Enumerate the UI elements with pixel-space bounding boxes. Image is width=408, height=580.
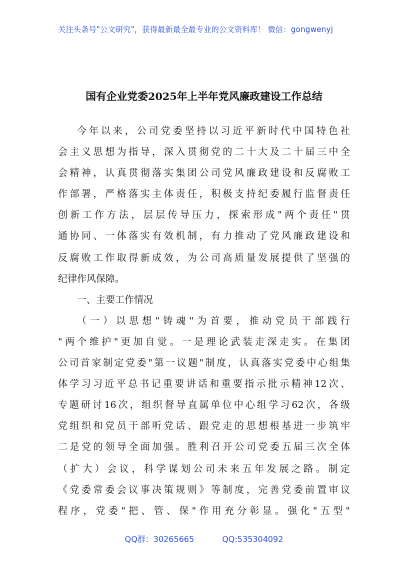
- text-line: 会主义思想为指导，深入贯彻党的二十大及二十届三中全: [58, 147, 350, 159]
- paragraph-intro: [58, 121, 350, 290]
- text-line: 《党委常委会议事决策规则》等制度，完善党委前置审议: [58, 484, 350, 496]
- footer-contact: [0, 534, 408, 545]
- text-line: 通协同、一体落实有效机制，有力推动了党风廉政建设和: [58, 231, 350, 243]
- document-title: 国有企业党委2025年上半年党风廉政建设工作总结: [85, 91, 323, 103]
- text-line: 二是党的领导全面加强。胜利召开公司党委五届三次全体: [58, 442, 350, 454]
- header-promo-text: 关注头条号"公文研究"，获得最新最全最专业的公文资料库！ 微信：gongwenyj: [58, 25, 334, 34]
- text-line: 纪律作风保障。: [58, 273, 125, 285]
- text-line: 反腐败工作取得新成效，为公司高质量发展提供了坚强的: [58, 252, 350, 264]
- text-line: （扩大）会议，科学谋划公司未来五年发展之路。制定: [58, 463, 350, 475]
- text-line: 程序，党委"把、管、保"作用充分彰显。强化"五型": [58, 505, 350, 517]
- text-line: 一、主要工作情况: [77, 294, 154, 306]
- section-heading: [58, 290, 350, 311]
- document-body: [58, 121, 350, 522]
- text-line: （一）以思想"铸魂"为首要，推动党员干部践行: [77, 315, 350, 327]
- text-line: 体学习习近平总书记重要讲话和重要指示批示精神12次、: [58, 379, 350, 391]
- text-line: 党组织和党员干部听党话、跟党走的思想根基进一步筑牢: [58, 421, 350, 433]
- text-line: "两个维护"更加自觉。一是理论武装走深走实。在集团: [58, 336, 350, 348]
- footer-qq-group: QQ群：30265665: [124, 535, 195, 544]
- text-line: 会精神，认真贯彻落实集团公司党风廉政建设和反腐败工: [58, 168, 350, 180]
- footer-qq: QQ:535304092: [222, 535, 284, 544]
- text-line: 专题研讨16次，组织督导直属单位中心组学习62次，各级: [58, 400, 350, 412]
- text-line: 今年以来，公司党委坚持以习近平新时代中国特色社: [77, 126, 350, 137]
- text-line: 作部署，严格落实主体责任，积极支持纪委履行监督责任: [58, 189, 350, 201]
- text-line: 创新工作方法，层层传导压力，探索形成"两个责任"贯: [58, 210, 350, 222]
- paragraph-section-1: [58, 311, 350, 522]
- text-line: 公司首家制定党委"第一议题"制度，认真落实党委中心组集: [58, 358, 350, 370]
